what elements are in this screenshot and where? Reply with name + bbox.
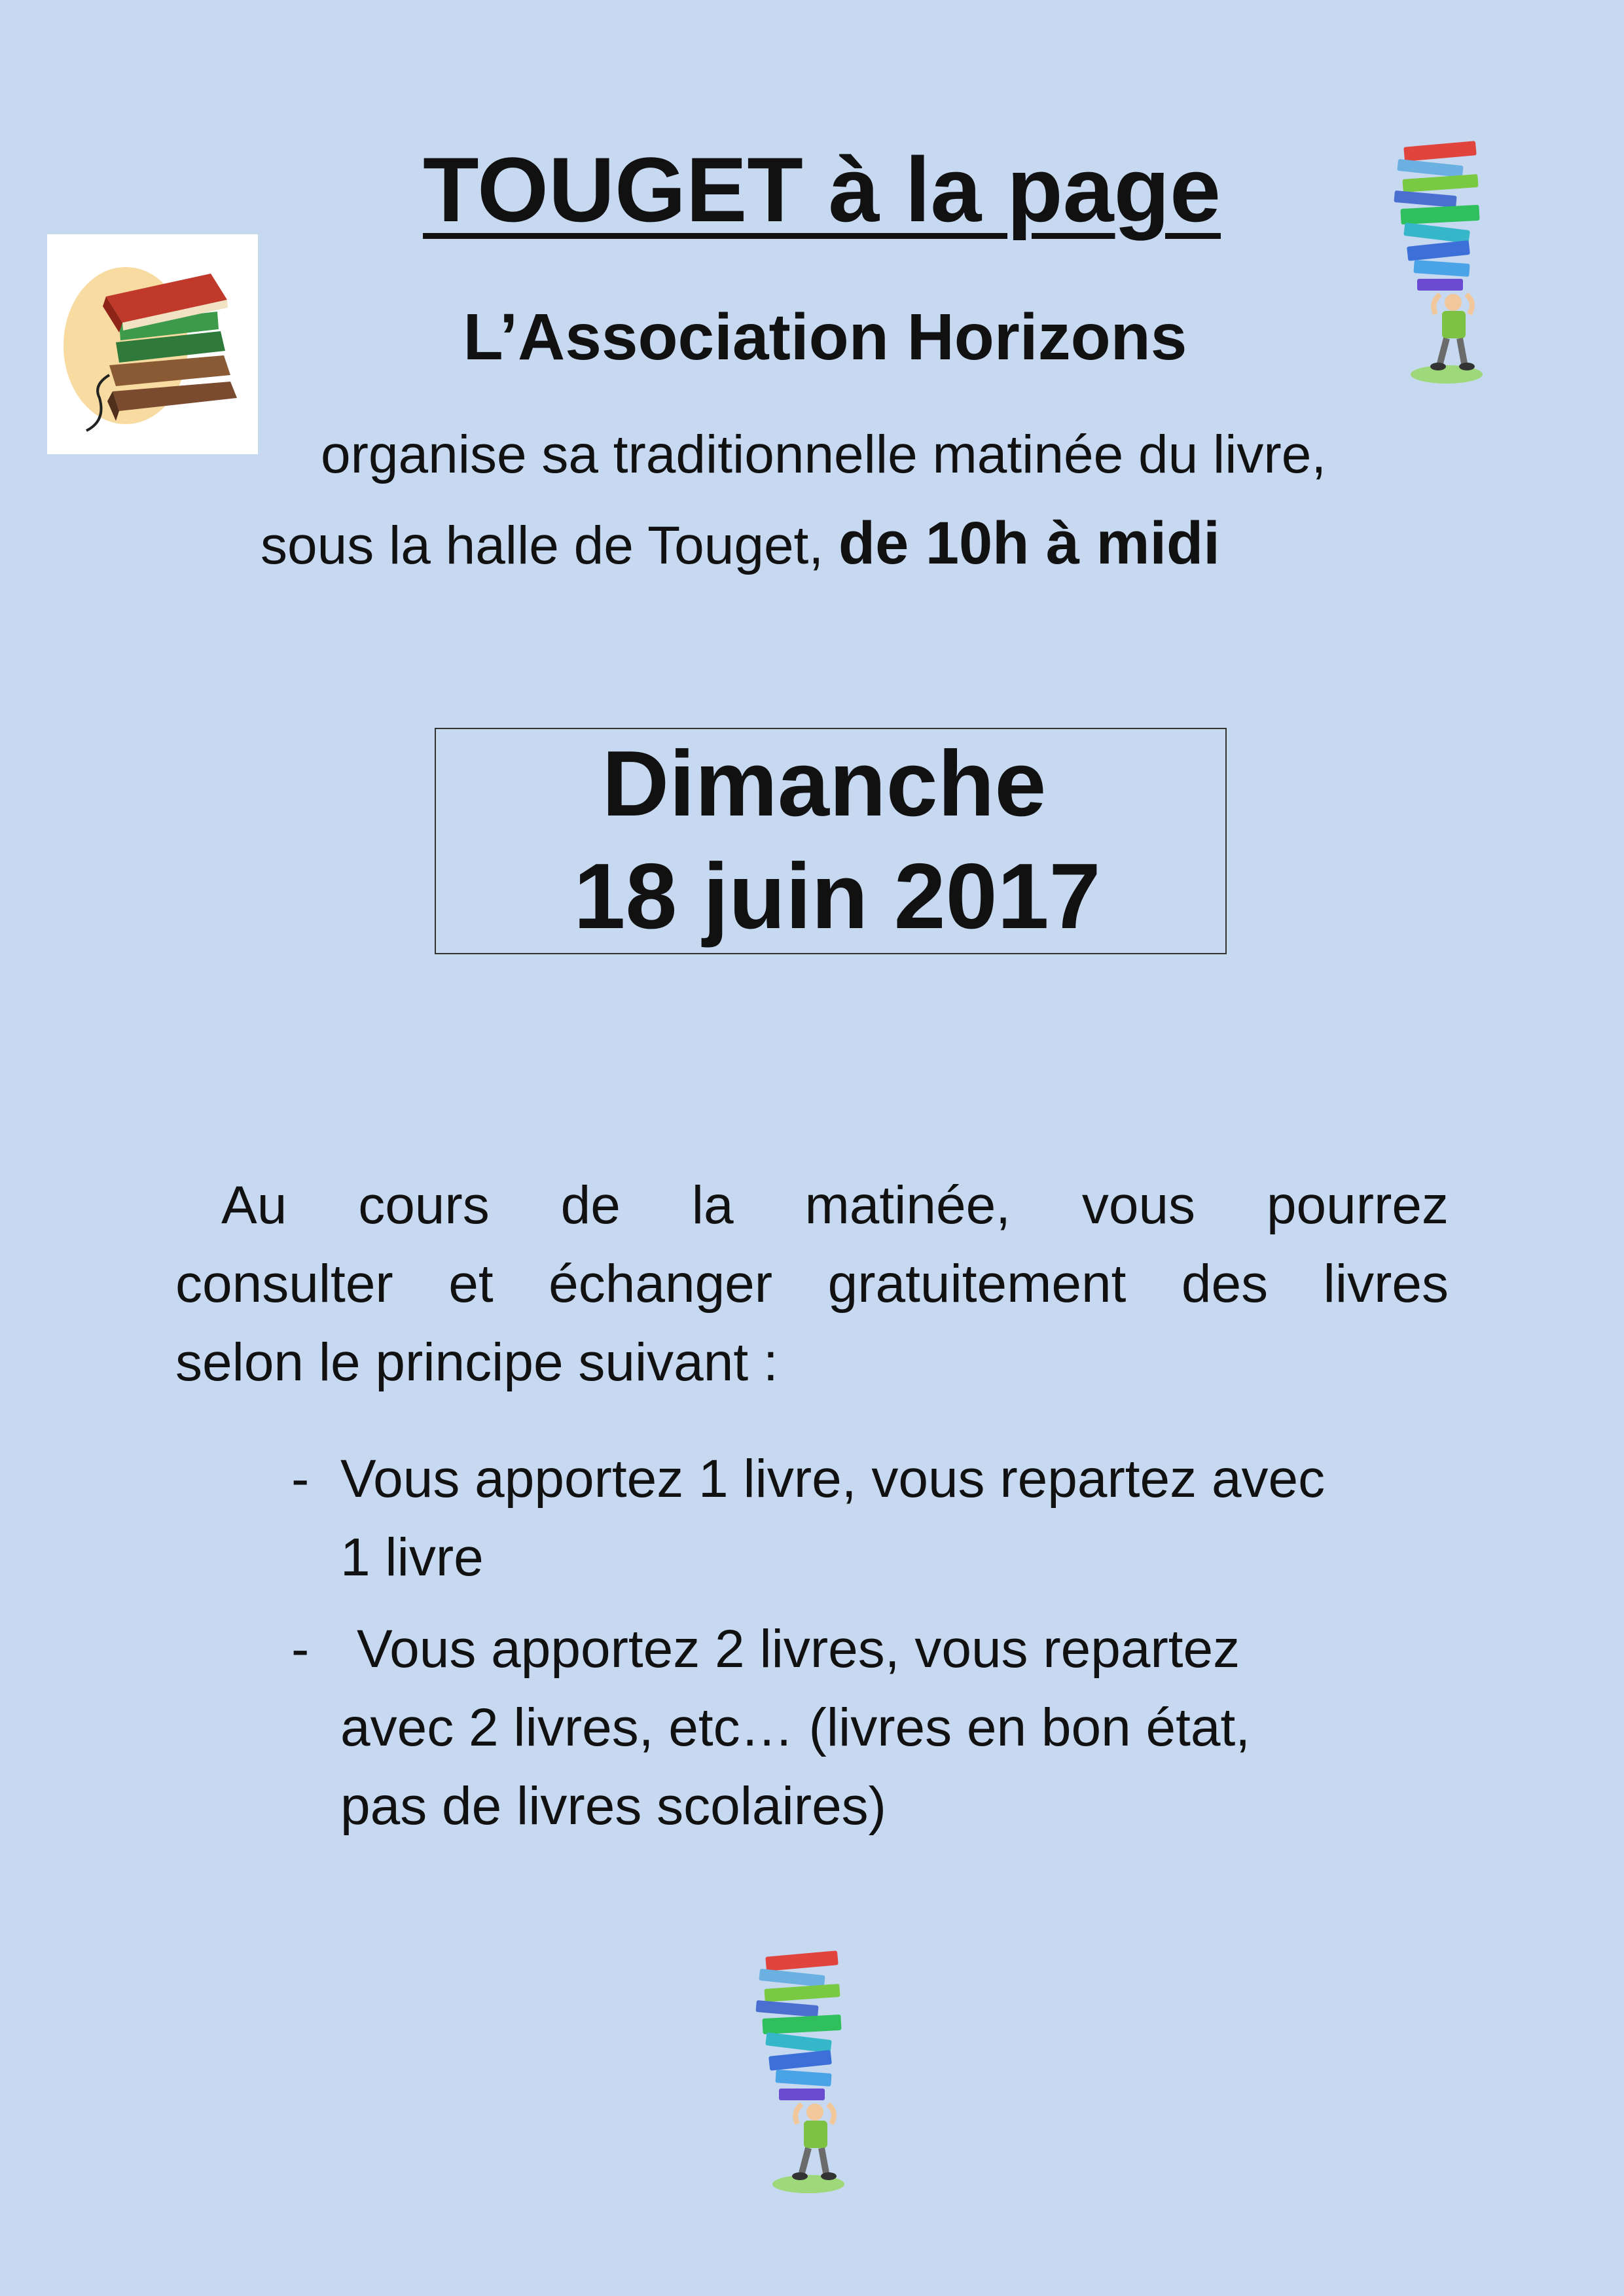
book-tower-carrier-icon xyxy=(740,1941,871,2202)
page-title: TOUGET à la page xyxy=(423,138,1221,241)
description-paragraph xyxy=(175,1166,1449,1402)
association-name: L’Association Horizons xyxy=(463,300,1187,374)
rule-2-line-3: pas de livres scolaires) xyxy=(340,1776,886,1836)
intro-line-1: organise sa traditionnelle matinée du livre, xyxy=(321,425,1327,484)
intro-line-2 xyxy=(261,511,1220,579)
list-dash: - xyxy=(291,1619,310,1679)
rule-2-line-1: Vous apportez 2 livres, vous repartez xyxy=(357,1619,1240,1679)
rule-1-line-1: Vous apportez 1 livre, vous repartez avec xyxy=(340,1449,1326,1509)
description-line-2: consulter et échanger gratuitement des livres xyxy=(175,1254,1449,1314)
description-line-1: Au cours de la matinée, vous pourrez xyxy=(221,1175,1449,1235)
event-date: 18 juin 2017 xyxy=(573,844,1101,948)
rule-item xyxy=(291,1610,1470,1846)
rule-item xyxy=(291,1440,1470,1597)
rule-1-line-2: 1 livre xyxy=(340,1528,484,1587)
intro-line-2-prefix: sous la halle de Touget, xyxy=(261,516,824,575)
rule-2-line-2: avec 2 livres, etc… (livres en bon état, xyxy=(340,1698,1251,1757)
event-hours: de 10h à midi xyxy=(838,510,1220,577)
list-dash: - xyxy=(291,1449,310,1509)
description-line-3: selon le principe suivant : xyxy=(175,1333,778,1392)
event-date-box xyxy=(435,728,1227,954)
event-day: Dimanche xyxy=(602,732,1047,836)
